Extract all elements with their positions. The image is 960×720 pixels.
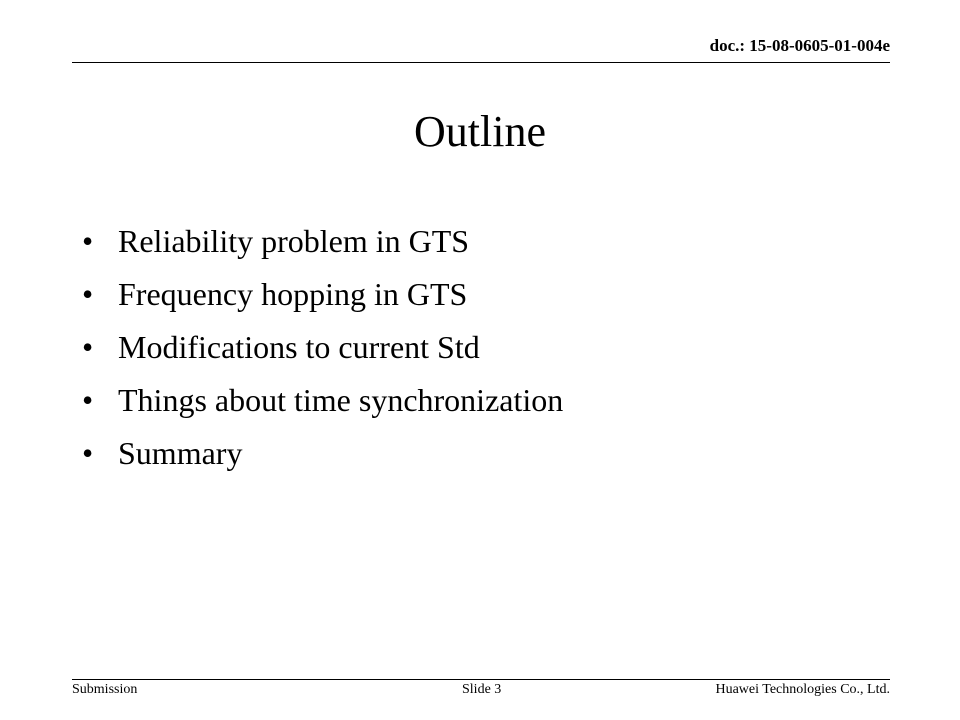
bullet-list [82, 218, 563, 483]
bullet-item [82, 218, 563, 271]
bullet-item [82, 377, 563, 430]
footer-company: Huawei Technologies Co., Ltd. [715, 682, 890, 697]
slide-title: Outline [414, 107, 546, 156]
bullet-text: Modifications to current Std [118, 329, 480, 365]
footer-slide-number: Slide 3 [462, 682, 502, 697]
bullet-icon: • [82, 276, 94, 312]
footer-submission: Submission [72, 682, 138, 697]
bullet-icon: • [82, 223, 94, 259]
header-divider [72, 62, 890, 63]
bullet-item [82, 430, 563, 483]
document-id: doc.: 15-08-0605-01-004e [709, 36, 890, 55]
bullet-item [82, 271, 563, 324]
bullet-text: Things about time synchronization [118, 382, 564, 418]
bullet-text: Reliability problem in GTS [118, 223, 470, 259]
bullet-item [82, 324, 563, 377]
footer-divider [72, 679, 890, 680]
bullet-text: Summary [118, 435, 243, 471]
bullet-icon: • [82, 382, 94, 418]
bullet-icon: • [82, 329, 94, 365]
bullet-text: Frequency hopping in GTS [118, 276, 468, 312]
bullet-icon: • [82, 435, 94, 471]
